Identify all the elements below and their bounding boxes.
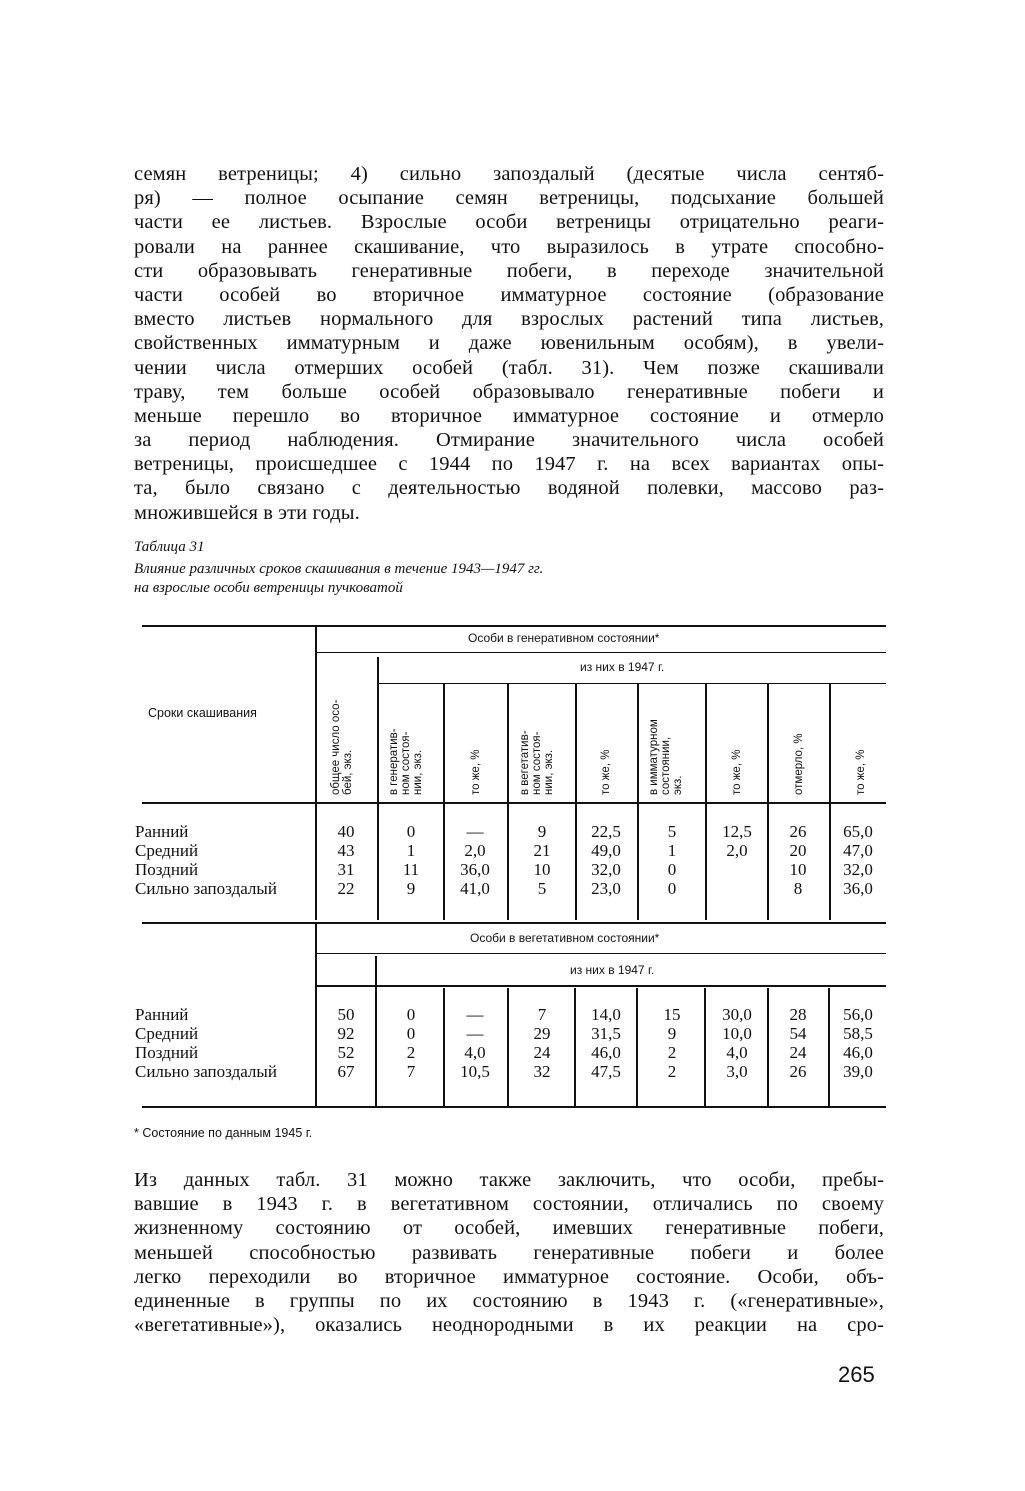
table-cell: — xyxy=(466,1005,484,1024)
table-cell: 36,0 xyxy=(843,879,873,898)
table-divider xyxy=(636,988,638,1106)
table-cell: 20 xyxy=(789,841,807,860)
table-cell: 7 xyxy=(406,1062,416,1081)
table-cell: 41,0 xyxy=(460,879,490,898)
table-cell: 9 xyxy=(667,1024,677,1043)
table-cell: — xyxy=(466,1024,484,1043)
table-cell: 26 xyxy=(789,822,807,841)
table-divider xyxy=(377,657,379,920)
column-header-percent: то же, % xyxy=(731,749,743,795)
table-cell: 4,0 xyxy=(726,1043,748,1062)
table-cell: 11 xyxy=(402,860,420,879)
table-cell: 22,5 xyxy=(591,822,621,841)
row-header: Сроки скашивания xyxy=(148,706,257,720)
table-cell: 52 xyxy=(337,1043,355,1062)
group-header-generative: Особи в генеративном состоянии* xyxy=(468,631,660,645)
table-cell: 47,0 xyxy=(843,841,873,860)
text-line: ветреницы, происшедшее с 1944 по 1947 г. на всех вариантах опы- xyxy=(134,453,884,476)
table-cell: 24 xyxy=(533,1043,551,1062)
table-cell: 1 xyxy=(406,841,416,860)
table-rule xyxy=(316,652,886,653)
table-cell: 39,0 xyxy=(843,1062,873,1081)
text-line: траву, тем больше особей образовывало генеративные побеги и xyxy=(134,380,884,403)
text-line: ря) — полное осыпание семян ветреницы, подсыхание большей xyxy=(134,187,884,210)
text-line: части ее листьев. Взрослые особи ветреницы отрицательно реаги- xyxy=(134,211,884,234)
column-header-died: отмерло, % xyxy=(793,733,805,795)
table-cell: 9 xyxy=(537,822,547,841)
table-divider xyxy=(443,684,445,920)
table-rule xyxy=(142,1106,886,1108)
row-label: Ранний xyxy=(135,822,189,841)
row-label: Сильно запоздалый xyxy=(135,1062,277,1081)
table-rule xyxy=(378,683,886,684)
column-header-percent: то же, % xyxy=(470,749,482,795)
table-cell: 10,0 xyxy=(722,1024,752,1043)
table-rule xyxy=(316,985,886,987)
subheader-1947: из них в 1947 г. xyxy=(580,660,665,674)
table-rule xyxy=(142,625,886,627)
text-line: сти образовывать генеративные побеги, в переходе значительной xyxy=(134,259,884,282)
table-divider xyxy=(828,988,830,1106)
row-label: Сильно запоздалый xyxy=(135,879,277,898)
table-cell: 31,5 xyxy=(591,1024,621,1043)
table-cell: 15 xyxy=(663,1005,681,1024)
table-divider xyxy=(315,625,317,920)
table-cell: 9 xyxy=(406,879,416,898)
text-line: меньше перешло во вторичное имматурное состояние и отмерло xyxy=(134,404,884,427)
table-cell: 1 xyxy=(667,841,677,860)
table-cell: 92 xyxy=(337,1024,355,1043)
text-line: легко переходили во вторичное имматурное состояние. Особи, объ- xyxy=(134,1265,884,1288)
table-cell: 47,5 xyxy=(591,1062,621,1081)
table-cell: 67 xyxy=(337,1062,355,1081)
table-rule xyxy=(142,922,886,924)
table-divider xyxy=(767,684,769,920)
column-header-percent: то же, % xyxy=(600,749,612,795)
table-cell: 10 xyxy=(789,860,807,879)
column-header-total: общее число осо- бей, экз. xyxy=(330,699,354,795)
table-cell: 32,0 xyxy=(843,860,873,879)
text-line: Из данных табл. 31 можно также заключить, что особи, пребы- xyxy=(134,1169,884,1191)
group-header-vegetative: Особи в вегетативном состоянии* xyxy=(470,931,660,945)
table-cell: 10,5 xyxy=(460,1062,490,1081)
table-cell: 8 xyxy=(793,879,803,898)
table-rule xyxy=(316,953,886,954)
row-label: Средний xyxy=(135,841,199,860)
table-title-line: Влияние различных сроков скашивания в течение 1943—1947 гг. xyxy=(134,561,544,577)
table-cell: 0 xyxy=(667,879,677,898)
column-header-immature: в имматурном состоянии, экз. xyxy=(648,719,684,795)
text-line: «вегетативные»), оказались неоднородными в их реакции на сро- xyxy=(134,1314,884,1337)
table-cell: 50 xyxy=(337,1005,355,1024)
row-label: Ранний xyxy=(135,1005,189,1024)
row-label: Поздний xyxy=(135,860,199,879)
text-line: та, было связано с деятельностью водяной полевки, массово раз- xyxy=(134,477,884,500)
table-cell: 46,0 xyxy=(591,1043,621,1062)
text-line: за период наблюдения. Отмирание значительного числа особей xyxy=(134,429,884,452)
table-divider xyxy=(767,988,769,1106)
table-cell: 32,0 xyxy=(591,860,621,879)
table-divider xyxy=(829,684,831,920)
table-cell: 56,0 xyxy=(843,1005,873,1024)
text-line: чении числа отмерших особей (табл. 31). Чем позже скашивали xyxy=(134,356,884,379)
text-line: меньшей способностью развивать генеративные побеги и более xyxy=(134,1241,884,1264)
table-cell: 46,0 xyxy=(843,1043,873,1062)
text-line: множившейся в эти годы. xyxy=(134,501,360,524)
table-cell: 43 xyxy=(337,841,355,860)
table-cell: 32 xyxy=(533,1062,551,1081)
text-line: семян ветреницы; 4) сильно запоздалый (десятые числа сентяб- xyxy=(134,163,884,185)
table-cell: 36,0 xyxy=(460,860,490,879)
table-cell: 30,0 xyxy=(722,1005,752,1024)
table-cell: 49,0 xyxy=(591,841,621,860)
table-cell: 7 xyxy=(537,1005,547,1024)
table-cell: 14,0 xyxy=(591,1005,621,1024)
table-divider xyxy=(704,988,706,1106)
table-cell: 2 xyxy=(667,1062,677,1081)
table-cell: 28 xyxy=(789,1005,807,1024)
table-divider xyxy=(375,956,377,1106)
text-line: вместо листьев нормального для взрослых растений типа листьев, xyxy=(134,308,884,331)
table-cell: 0 xyxy=(406,822,416,841)
table-cell: 0 xyxy=(667,860,677,879)
row-label: Средний xyxy=(135,1024,199,1043)
table-cell: 65,0 xyxy=(843,822,873,841)
text-line: ровали на раннее скашивание, что выразилось в утрате способно- xyxy=(134,235,884,258)
row-label: Поздний xyxy=(135,1043,199,1062)
table-divider xyxy=(507,988,509,1106)
table-divider xyxy=(575,684,577,920)
page-number: 265 xyxy=(838,1362,875,1387)
text-line: свойственных имматурным и даже ювенильным особям), в увели- xyxy=(134,332,884,355)
table-cell: 0 xyxy=(406,1024,416,1043)
table-divider xyxy=(507,684,509,920)
table-divider xyxy=(315,922,317,1106)
table-cell: 10 xyxy=(533,860,551,879)
subheader-1947: из них в 1947 г. xyxy=(570,963,655,977)
text-line: части особей во вторичное имматурное состояние (образование xyxy=(134,283,884,306)
table-cell: 4,0 xyxy=(464,1043,486,1062)
table-cell: 22 xyxy=(337,879,355,898)
table-cell: 21 xyxy=(533,841,551,860)
table-cell: 12,5 xyxy=(722,822,752,841)
table-footnote: * Состояние по данным 1945 г. xyxy=(134,1126,313,1140)
text-line: вавшие в 1943 г. в вегетативном состоянии, отличались по своему xyxy=(134,1193,884,1216)
table-divider xyxy=(637,684,639,920)
table-cell: 31 xyxy=(337,860,355,879)
table-cell: 3,0 xyxy=(726,1062,748,1081)
table-cell: 24 xyxy=(789,1043,807,1062)
table-cell: 2,0 xyxy=(464,841,486,860)
table-cell: 23,0 xyxy=(591,879,621,898)
table-cell: 0 xyxy=(406,1005,416,1024)
table-label: Таблица 31 xyxy=(134,539,205,555)
table-cell: 58,5 xyxy=(843,1024,873,1043)
paragraph-bottom xyxy=(134,1168,884,1337)
table-cell: 5 xyxy=(537,879,547,898)
table-title xyxy=(134,560,543,598)
table-cell: — xyxy=(466,822,484,841)
table-cell: 5 xyxy=(667,822,677,841)
table-cell: 2 xyxy=(406,1043,416,1062)
table-rule xyxy=(142,802,886,804)
paragraph-top xyxy=(134,162,884,525)
table-divider xyxy=(574,988,576,1106)
column-header-generative: в генератив- ном состоя- нии, экз. xyxy=(388,728,424,795)
table-cell: 29 xyxy=(533,1024,551,1043)
table-cell: 2,0 xyxy=(726,841,748,860)
table-divider xyxy=(443,988,445,1106)
table-cell: 54 xyxy=(789,1024,807,1043)
table-cell: 40 xyxy=(337,822,355,841)
table-divider xyxy=(705,684,707,920)
table-cell: 26 xyxy=(789,1062,807,1081)
table-title-line: на взрослые особи ветреницы пучковатой xyxy=(134,580,403,596)
text-line: единенные в группы по их состоянию в 1943 г. («генеративные», xyxy=(134,1289,884,1312)
column-header-percent: то же, % xyxy=(855,749,867,795)
text-line: жизненному состоянию от особей, имевших генеративные побеги, xyxy=(134,1217,884,1240)
table-cell: 2 xyxy=(667,1043,677,1062)
column-header-vegetative: в вегетатив- ном состоя- нии, экз. xyxy=(519,730,555,795)
